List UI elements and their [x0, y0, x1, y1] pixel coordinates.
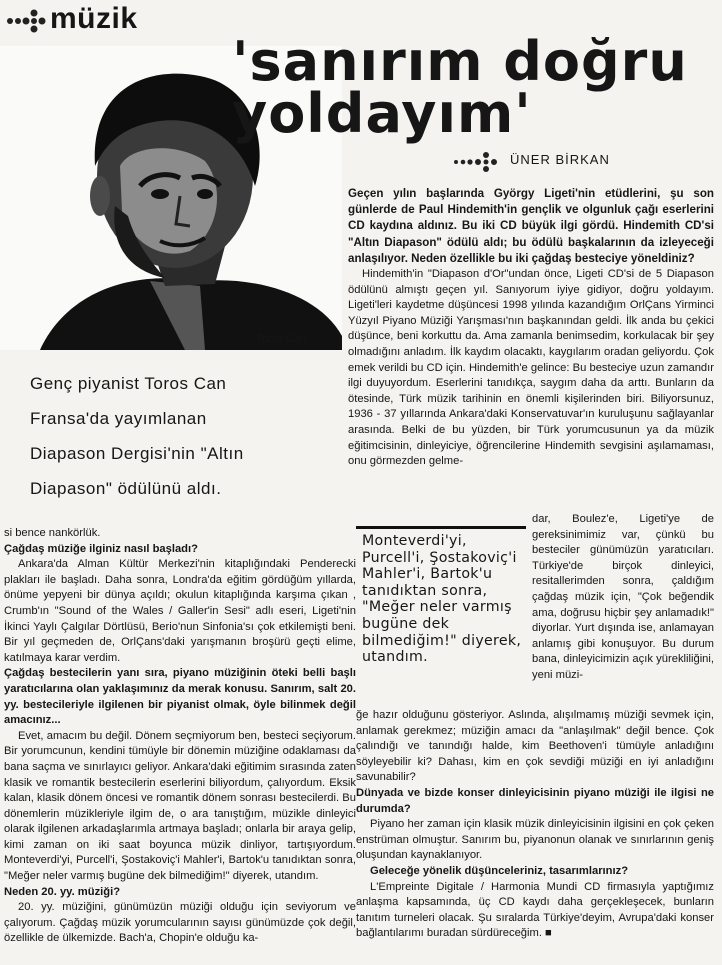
question-5: Geleceğe yönelik düşünceleriniz, tasarımlarınız?	[370, 864, 629, 877]
answer-3-continued: dar, Boulez'e, Ligeti'ye de gereksinimimiz var, çünkü bu besteciler günümüzün yaratıcıları. Türkiye'de birçok dinleyici, resitallerimden sonra, çaldığım çağdaş müzik için, "Çok beğendik ama, doğrusu hiçbir şey anlamadık!" diyorlar. Yurt dışında ise, anlamayan anlamış gibi konuşuyor. Bu durum bana, dinleyicimizin açık yürekliliğini, yeni müzi-	[532, 513, 714, 681]
title-line-1: 'sanırım doğru	[232, 30, 688, 93]
answer-3: 20. yy. müziğini, günümüzün müziği olduğu için seviyorum ve çalıyorum. Çağdaş müzik yorumcularının sayısı günümüzde çok değil, özellikle de ülkemizde. Bach'a, Chopin'e olduğu ka-	[4, 901, 356, 945]
pull-quote	[356, 526, 526, 701]
caption-line: Diapason" ödülünü aldı.	[30, 479, 222, 498]
answer-4: Piyano her zaman için klasik müzik dinleyicisinin ilgisini en çok çeken enstrüman olmuştur. Sanırım bu, piyanonun olanak ve sınırlarının geniş oluşundan kaynaklanıyor.	[356, 818, 714, 862]
section-label: müzik	[50, 2, 138, 35]
middle-column	[532, 512, 714, 684]
article-title	[232, 30, 688, 145]
title-line-2: yoldayım'	[232, 82, 532, 145]
continuation-text: si bence nankörlük.	[4, 527, 101, 539]
answer-1: Ankara'da Alman Kültür Merkezi'nin kitaplığındaki Penderecki plakları ile başladı. Daha sonra, Londra'da eğitim gördüğüm yıllarda, önüme yepyeni bir dünya açıldı; okulun kitaplığında karşıma çıkan , Crumb'ın "Sound of the Wales / Galler'in Sesi" adlı eseri, Ligeti'nin İkinci Yaylı Çalgılar Dörtlüsü, Berio'nun Sinfonia'sı çok etkilemişti beni. Bir yıl geçmeden de, OrlÇans'daki yarışmanın broşürü geçti elime, katılmaya karar verdim.	[4, 558, 356, 664]
section-dots-icon	[6, 4, 46, 38]
bottom-column	[356, 708, 714, 942]
author-dots-icon	[452, 150, 500, 174]
caption-line: Fransa'da yayımlanan	[30, 409, 207, 428]
left-column	[4, 526, 356, 947]
intro-column	[348, 186, 714, 470]
pull-quote-text: Monteverdi'yi, Purcell'i, Şostakoviç'i Mahler'i, Bartok'u tanıdıktan sonra, "Meğer neler varmış bugüne dek bilmediğim!" diyerek, utandım.	[362, 533, 522, 666]
author-name: ÜNER BİRKAN	[510, 152, 610, 167]
lead-question: Geçen yılın başlarında György Ligeti'nin etüdlerini, şu son günlerde de Paul Hindemith'in gençlik ve olgunluk çağı eserlerini CD kaydına aldınız. Bu iki CD büyük ilgi gördü. Hindemith CD'si "Altın Diapason" ödülü aldı; bu ödülü başkalarının da izleyeceği anlaşılıyor. Neden özellikle bu iki çağdaş besteciye yöneldiniz?	[348, 187, 714, 265]
caption-line: Diapason Dergisi'nin "Altın	[30, 444, 244, 463]
photo-credit: Toros Can	[256, 333, 307, 345]
question-3: Neden 20. yy. müziği?	[4, 885, 121, 898]
question-2: Çağdaş bestecilerin yanı sıra, piyano müziğinin öteki belli başlı yaratıcılarına olan yaklaşımınız da merak konusu. Sanırım, salt 20. yy. bestecileriyle ilgilenen bir piyanist olmak, öyle bilinmek değil amacınız...	[4, 667, 356, 727]
photo-caption	[30, 366, 350, 506]
answer-2: Evet, amacım bu değil. Dönem seçmiyorum ben, besteci seçiyorum. Bir yorumcunun, kendini tümüyle bir dönemin müziğine odaklaması da bana saçma ve sınırlayıcı geliyor. Ankara'daki eğitimim sırasında zaten klasik ve romantik bestecilerin eserlerini biliyordum, çalıyordum. Eksik kalan, klasik dönem öncesi ve romantik dönem sonrası bestecilerdi. Bu dönemlerin müzikleriyle ilgim de, o ara tanıştığım, müzikle dinleyici olarak ilgilenen arkadaşlarımla artmaya başladı; onlarla bir araya gelip, kimi zaman on iki saat boyunca müzik dinliyor, tartışıyordum. Monteverdi'yi, Purcell'i, Şostakoviç'i Mahler'i, Bartok'u tanıdıktan sonra, "Meğer neler varmış bugüne dek bilmediğim!" diyerek, utandım.	[4, 729, 356, 883]
answer-3-end: ğe hazır olduğunu gösteriyor. Aslında, alışılmamış müziği sevmek için, anlamak gerekmez; müziğin amacı da "anlaşılmak" değil bence. Çok çalındığı ve tanındığı halde, kim Beethoven'i tümüyle anladığını söyleyebilir ki? Dahası, kim en çok sevdiği müziği en iyi anladığını savunabilir?	[356, 709, 714, 784]
answer-paragraph: Hindemith'in "Diapason d'Or"undan önce, Ligeti CD'si de 5 Diapason ödülünü almıştı geçen yıl. Sanıyorum iyiye gidiyor, doğru yoldayım. Ligeti'leri kaydetme düşüncesi 1998 yılında kazandığım OrlÇans Yirminci Yüzyıl Piyano Müziği Yarışması'nın başkanından geldi. İlk anda bu çekici düşünce, beni korkuttu da. Ama zamanla benimsedim, korkulacak bir şey olmadığını anladım. İlk kaydım olacaktı, kaygılarım oradan geliyordu. Çok emek verildi bu CD için. Hindemith'e gelince: Bu besteciye uzun zamandır ilgi duyuyordum. Eserlerini tanıdıkça, saygım daha da arttı. Bunların da ötesinde, Türk müzik tarihinin en önemli kişilerinden biri. Biliyorsunuz, 1936 - 37 yıllarında Ankara'daki Konservatuvar'ın kuruluşunu sağlayanlar arasında. Belki de bu yüzden, bir Türk yorumcusunun ya da müzik eğitimcisinin, dinleyiciye, öğrencilerine Hindemith sevgisini aşılamaması, onu görmezden gelme-	[348, 268, 714, 468]
answer-5: L'Empreinte Digitale / Harmonia Mundi CD firmasıyla yaptığımız anlaşma kapsamında, üç CD kaydı daha gerçekleşecek, bunların tanıtım turneleri olacak. Şu sıralarda Türkiye'deyim, Avrupa'daki konser bağlantılarımı buradan sürdüreceğim. ■	[356, 880, 714, 940]
caption-line: Genç piyanist Toros Can	[30, 374, 227, 393]
question-4: Dünyada ve bizde konser dinleyicisinin piyano müziği ile ilgisi ne durumda?	[356, 786, 714, 815]
question-1: Çağdaş müziğe ilginiz nasıl başladı?	[4, 542, 198, 555]
